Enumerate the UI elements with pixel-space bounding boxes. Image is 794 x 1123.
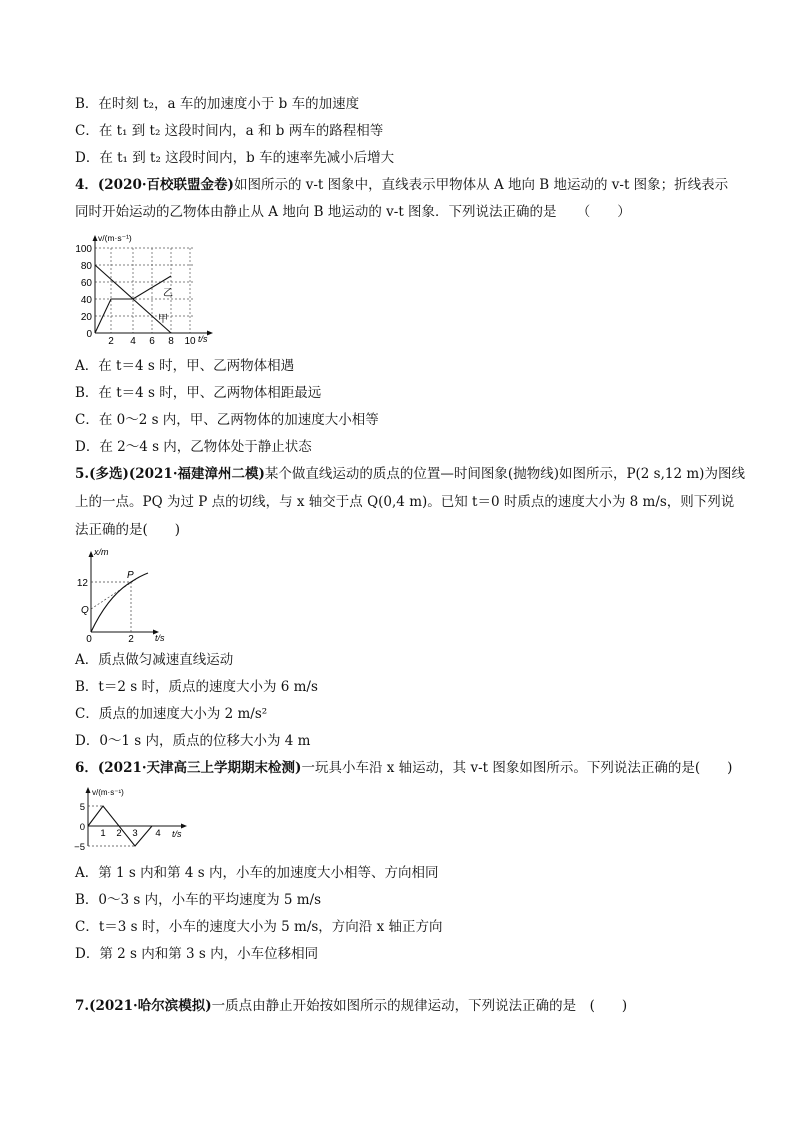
q6-ytick-0: 0 bbox=[79, 822, 85, 833]
q4-ylabel: v/(m·s⁻¹) bbox=[98, 233, 132, 243]
q4-xlabel: t/s bbox=[198, 334, 208, 344]
q6-ytick-neg5: −5 bbox=[74, 842, 85, 853]
q4-xtick-4: 4 bbox=[130, 336, 136, 347]
q5-stem-1: 某个做直线运动的质点的位置—时间图象(抛物线)如图所示，P(2 s,12 m)为图线 bbox=[264, 466, 745, 482]
q7-stem-line bbox=[75, 997, 627, 1015]
q5-stem-2: 上的一点。PQ 为过 P 点的切线，与 x 轴交于点 Q(0,4 m)。已知 t＝0 时质点的速度大小为 8 m/s，则下列说 bbox=[75, 494, 735, 510]
q4-option-b: B．在 t＝4 s 时，甲、乙两物体相距最远 bbox=[75, 385, 322, 401]
q5-option-d: D．0～1 s 内，质点的位移大小为 4 m bbox=[75, 733, 311, 749]
q5-origin: 0 bbox=[86, 634, 92, 645]
q4-vt-graph bbox=[70, 228, 220, 346]
q5-ytick-12: 12 bbox=[76, 578, 88, 589]
q5-source: 5.(多选)(2021·福建漳州二模) bbox=[75, 466, 265, 482]
q4-xtick-10: 10 bbox=[184, 336, 196, 347]
q6-xtick-3: 3 bbox=[132, 828, 138, 839]
q4-label-yi: 乙 bbox=[163, 288, 173, 299]
q6-ylabel: v/(m·s⁻¹) bbox=[92, 788, 124, 797]
q4-ytick-20: 20 bbox=[80, 312, 92, 323]
q5-label-q: Q bbox=[81, 605, 89, 616]
q4-option-c: C．在 0～2 s 内，甲、乙两物体的加速度大小相等 bbox=[75, 412, 379, 428]
q4-ytick-100: 100 bbox=[75, 244, 92, 255]
q3-option-d: D．在 t₁ 到 t₂ 这段时间内，b 车的速率先减小后增大 bbox=[75, 150, 395, 166]
q5-option-b: B．t＝2 s 时，质点的速度大小为 6 m/s bbox=[75, 679, 318, 695]
q4-source: 4．(2020·百校联盟金卷) bbox=[75, 177, 234, 193]
q7-stem: 一质点由静止开始按如图所示的规律运动，下列说法正确的是 ( ) bbox=[211, 998, 628, 1014]
q5-xlabel: t/s bbox=[155, 633, 165, 643]
q6-stem: 一玩具小车沿 x 轴运动，其 v-t 图象如图所示。下列说法正确的是( ) bbox=[301, 760, 733, 776]
q6-option-a: A．第 1 s 内和第 4 s 内，小车的加速度大小相等、方向相同 bbox=[75, 865, 439, 881]
q6-xtick-1: 1 bbox=[100, 828, 106, 839]
q5-stem-3: 法正确的是( ) bbox=[75, 522, 181, 538]
q5-xtick-2: 2 bbox=[128, 634, 134, 645]
q3-option-c: C．在 t₁ 到 t₂ 这段时间内，a 和 b 两车的路程相等 bbox=[75, 123, 384, 139]
q6-option-c: C．t＝3 s 时，小车的速度大小为 5 m/s，方向沿 x 轴正方向 bbox=[75, 919, 443, 935]
q4-xtick-6: 6 bbox=[149, 336, 155, 347]
q6-xtick-4: 4 bbox=[155, 828, 161, 839]
q6-option-b: B．0～3 s 内，小车的平均速度为 5 m/s bbox=[75, 892, 322, 908]
q4-option-a: A．在 t＝4 s 时，甲、乙两物体相遇 bbox=[75, 358, 295, 374]
q4-stem-2: 同时开始运动的乙物体由静止从 A 地向 B 地运动的 v-t 图象．下列说法正确的是 （ ） bbox=[75, 204, 631, 220]
q4-ytick-0: 0 bbox=[86, 329, 92, 340]
q6-source: 6．(2021·天津高三上学期期末检测) bbox=[75, 760, 302, 776]
q4-ytick-60: 60 bbox=[80, 278, 92, 289]
q6-stem-line bbox=[75, 759, 732, 777]
q3-option-b: B．在时刻 t₂，a 车的加速度小于 b 车的加速度 bbox=[75, 96, 360, 112]
q4-xtick-2: 2 bbox=[108, 336, 114, 347]
q7-source: 7.(2021·哈尔滨模拟) bbox=[75, 998, 212, 1014]
q6-xtick-2: 2 bbox=[116, 828, 122, 839]
q4-ytick-40: 40 bbox=[80, 295, 92, 306]
q4-ytick-80: 80 bbox=[80, 261, 92, 272]
q5-label-p: P bbox=[127, 570, 134, 581]
q4-stem-line-1 bbox=[75, 176, 728, 194]
q5-xt-graph bbox=[76, 544, 178, 645]
q5-option-c: C．质点的加速度大小为 2 m/s² bbox=[75, 706, 268, 722]
q6-vt-graph bbox=[72, 784, 197, 852]
q5-stem-line-1 bbox=[75, 465, 745, 483]
q6-xlabel: t/s bbox=[172, 829, 182, 839]
q4-stem-1: 如图所示的 v-t 图象中，直线表示甲物体从 A 地向 B 地运动的 v-t 图象；折线表示 bbox=[233, 177, 729, 193]
q4-label-jia: 甲 bbox=[158, 314, 168, 325]
q5-option-a: A．质点做匀减速直线运动 bbox=[75, 652, 234, 668]
q4-option-d: D．在 2～4 s 内，乙物体处于静止状态 bbox=[75, 439, 312, 455]
q4-xtick-8: 8 bbox=[168, 336, 174, 347]
q6-option-d: D．第 2 s 内和第 3 s 内，小车位移相同 bbox=[75, 946, 319, 962]
q5-ylabel: x/m bbox=[94, 547, 109, 557]
q6-ytick-5: 5 bbox=[79, 802, 85, 813]
